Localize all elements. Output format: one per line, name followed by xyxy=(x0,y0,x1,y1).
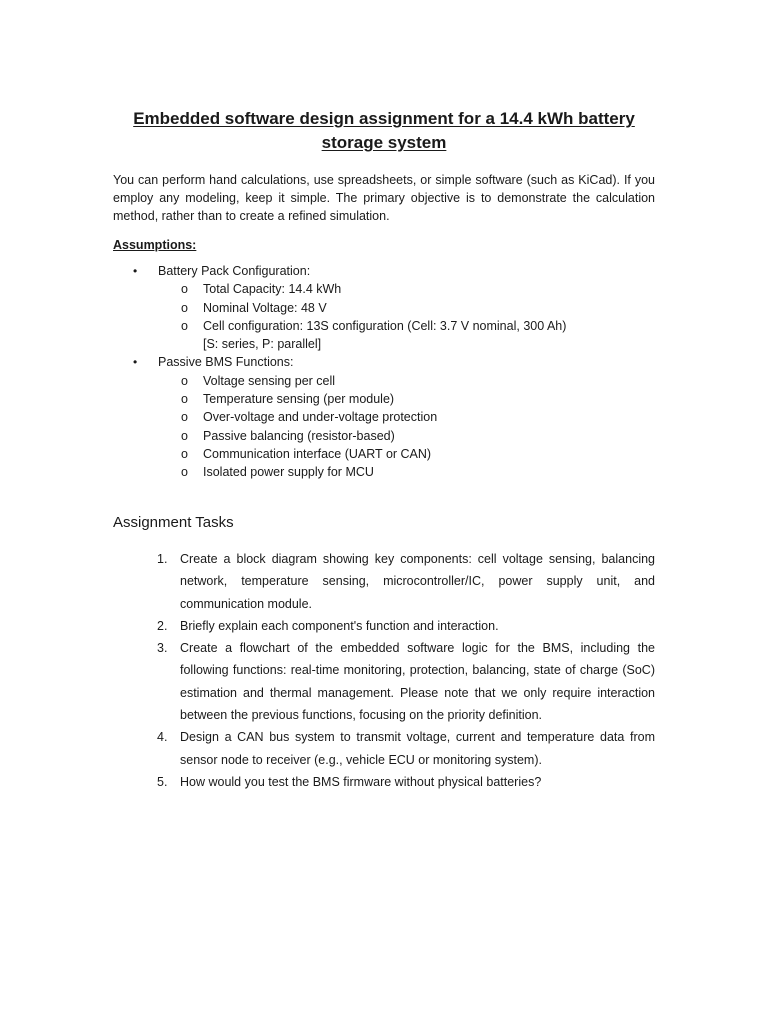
sub-bullet-icon: o xyxy=(181,373,188,388)
list-item xyxy=(113,262,673,280)
list-item xyxy=(113,299,673,317)
sub-item-text: Communication interface (UART or CAN) xyxy=(203,446,432,461)
list-item xyxy=(113,445,673,463)
bullet-label: Battery Pack Configuration: xyxy=(158,264,311,278)
tasks-list xyxy=(113,548,655,793)
assumptions-heading: Assumptions: xyxy=(113,238,197,252)
bullet-icon: • xyxy=(133,355,138,370)
list-item xyxy=(113,408,673,426)
task-number: 4. xyxy=(157,730,168,745)
task-text: How would you test the BMS firmware without physical batteries? xyxy=(180,774,542,789)
sub-item-text: Over-voltage and under-voltage protection xyxy=(203,410,438,425)
sub-item-text: Voltage sensing per cell xyxy=(203,373,336,388)
sub-item-text: Temperature sensing (per module) xyxy=(203,392,395,407)
sub-item-text: Cell configuration: 13S configuration (Cell: 3.7 V nominal, 300 Ah) xyxy=(203,318,567,333)
task-number: 1. xyxy=(157,552,168,566)
task-text: Briefly explain each component's function and interaction. xyxy=(180,618,499,633)
sub-bullet-icon: o xyxy=(181,300,188,315)
sub-bullet-icon: o xyxy=(181,282,188,297)
task-item xyxy=(113,615,655,637)
sub-bullet-icon: o xyxy=(181,318,188,333)
sub-item-text: Nominal Voltage: 48 V xyxy=(203,300,327,315)
task-item xyxy=(113,637,655,726)
list-item xyxy=(113,353,673,371)
task-text: Design a CAN bus system to transmit voltage, current and temperature data from sensor node to receiver (e.g., vehicle ECU or monitoring system). xyxy=(180,730,655,767)
list-item xyxy=(113,317,673,335)
list-item xyxy=(113,390,673,408)
sub-bullet-icon: o xyxy=(181,410,188,425)
bullet-label: Passive BMS Functions: xyxy=(158,355,294,370)
sub-bullet-icon: o xyxy=(181,465,188,480)
sub-item-text: Isolated power supply for MCU xyxy=(203,465,374,480)
task-number: 3. xyxy=(157,641,168,656)
bullet-icon: • xyxy=(133,264,138,278)
task-item xyxy=(113,548,655,615)
list-item xyxy=(113,280,673,298)
sub-bullet-icon: o xyxy=(181,392,188,407)
list-item xyxy=(113,427,673,445)
intro-paragraph: You can perform hand calculations, use spreadsheets, or simple software (such as KiCad). If you employ any modeling, keep it simple. The primary objective is to demonstrate the calculation method, rather than to create a refined simulation. xyxy=(113,173,655,224)
task-text: Create a block diagram showing key components: cell voltage sensing, balancing network, temperature sensing, microcontroller/IC, power supply unit, and communication module. xyxy=(180,552,655,611)
sub-item-text: Total Capacity: 14.4 kWh xyxy=(203,282,342,297)
list-item-continuation xyxy=(113,335,673,353)
sub-bullet-icon: o xyxy=(181,446,188,461)
task-text: Create a flowchart of the embedded software logic for the BMS, including the following functions: real-time monitoring, protection, balancing, state of charge (SoC) estimation and thermal management. Please note that we only require interaction between the previous functions, focusing on the priority definition. xyxy=(180,641,655,723)
assumptions-list xyxy=(113,262,673,482)
task-item xyxy=(113,771,655,793)
sub-bullet-icon: o xyxy=(181,428,188,443)
task-number: 2. xyxy=(157,618,168,633)
list-item xyxy=(113,463,673,481)
title-line-2: storage system xyxy=(321,133,447,152)
tasks-heading: Assignment Tasks xyxy=(113,514,234,531)
document-title xyxy=(0,107,768,155)
task-number: 5. xyxy=(157,774,168,789)
sub-item-text: Passive balancing (resistor-based) xyxy=(203,428,395,443)
title-line-1: Embedded software design assignment for a 14.4 kWh battery xyxy=(133,109,635,128)
sub-item-text: [S: series, P: parallel] xyxy=(203,337,322,352)
task-item xyxy=(113,726,655,771)
list-item xyxy=(113,372,673,390)
